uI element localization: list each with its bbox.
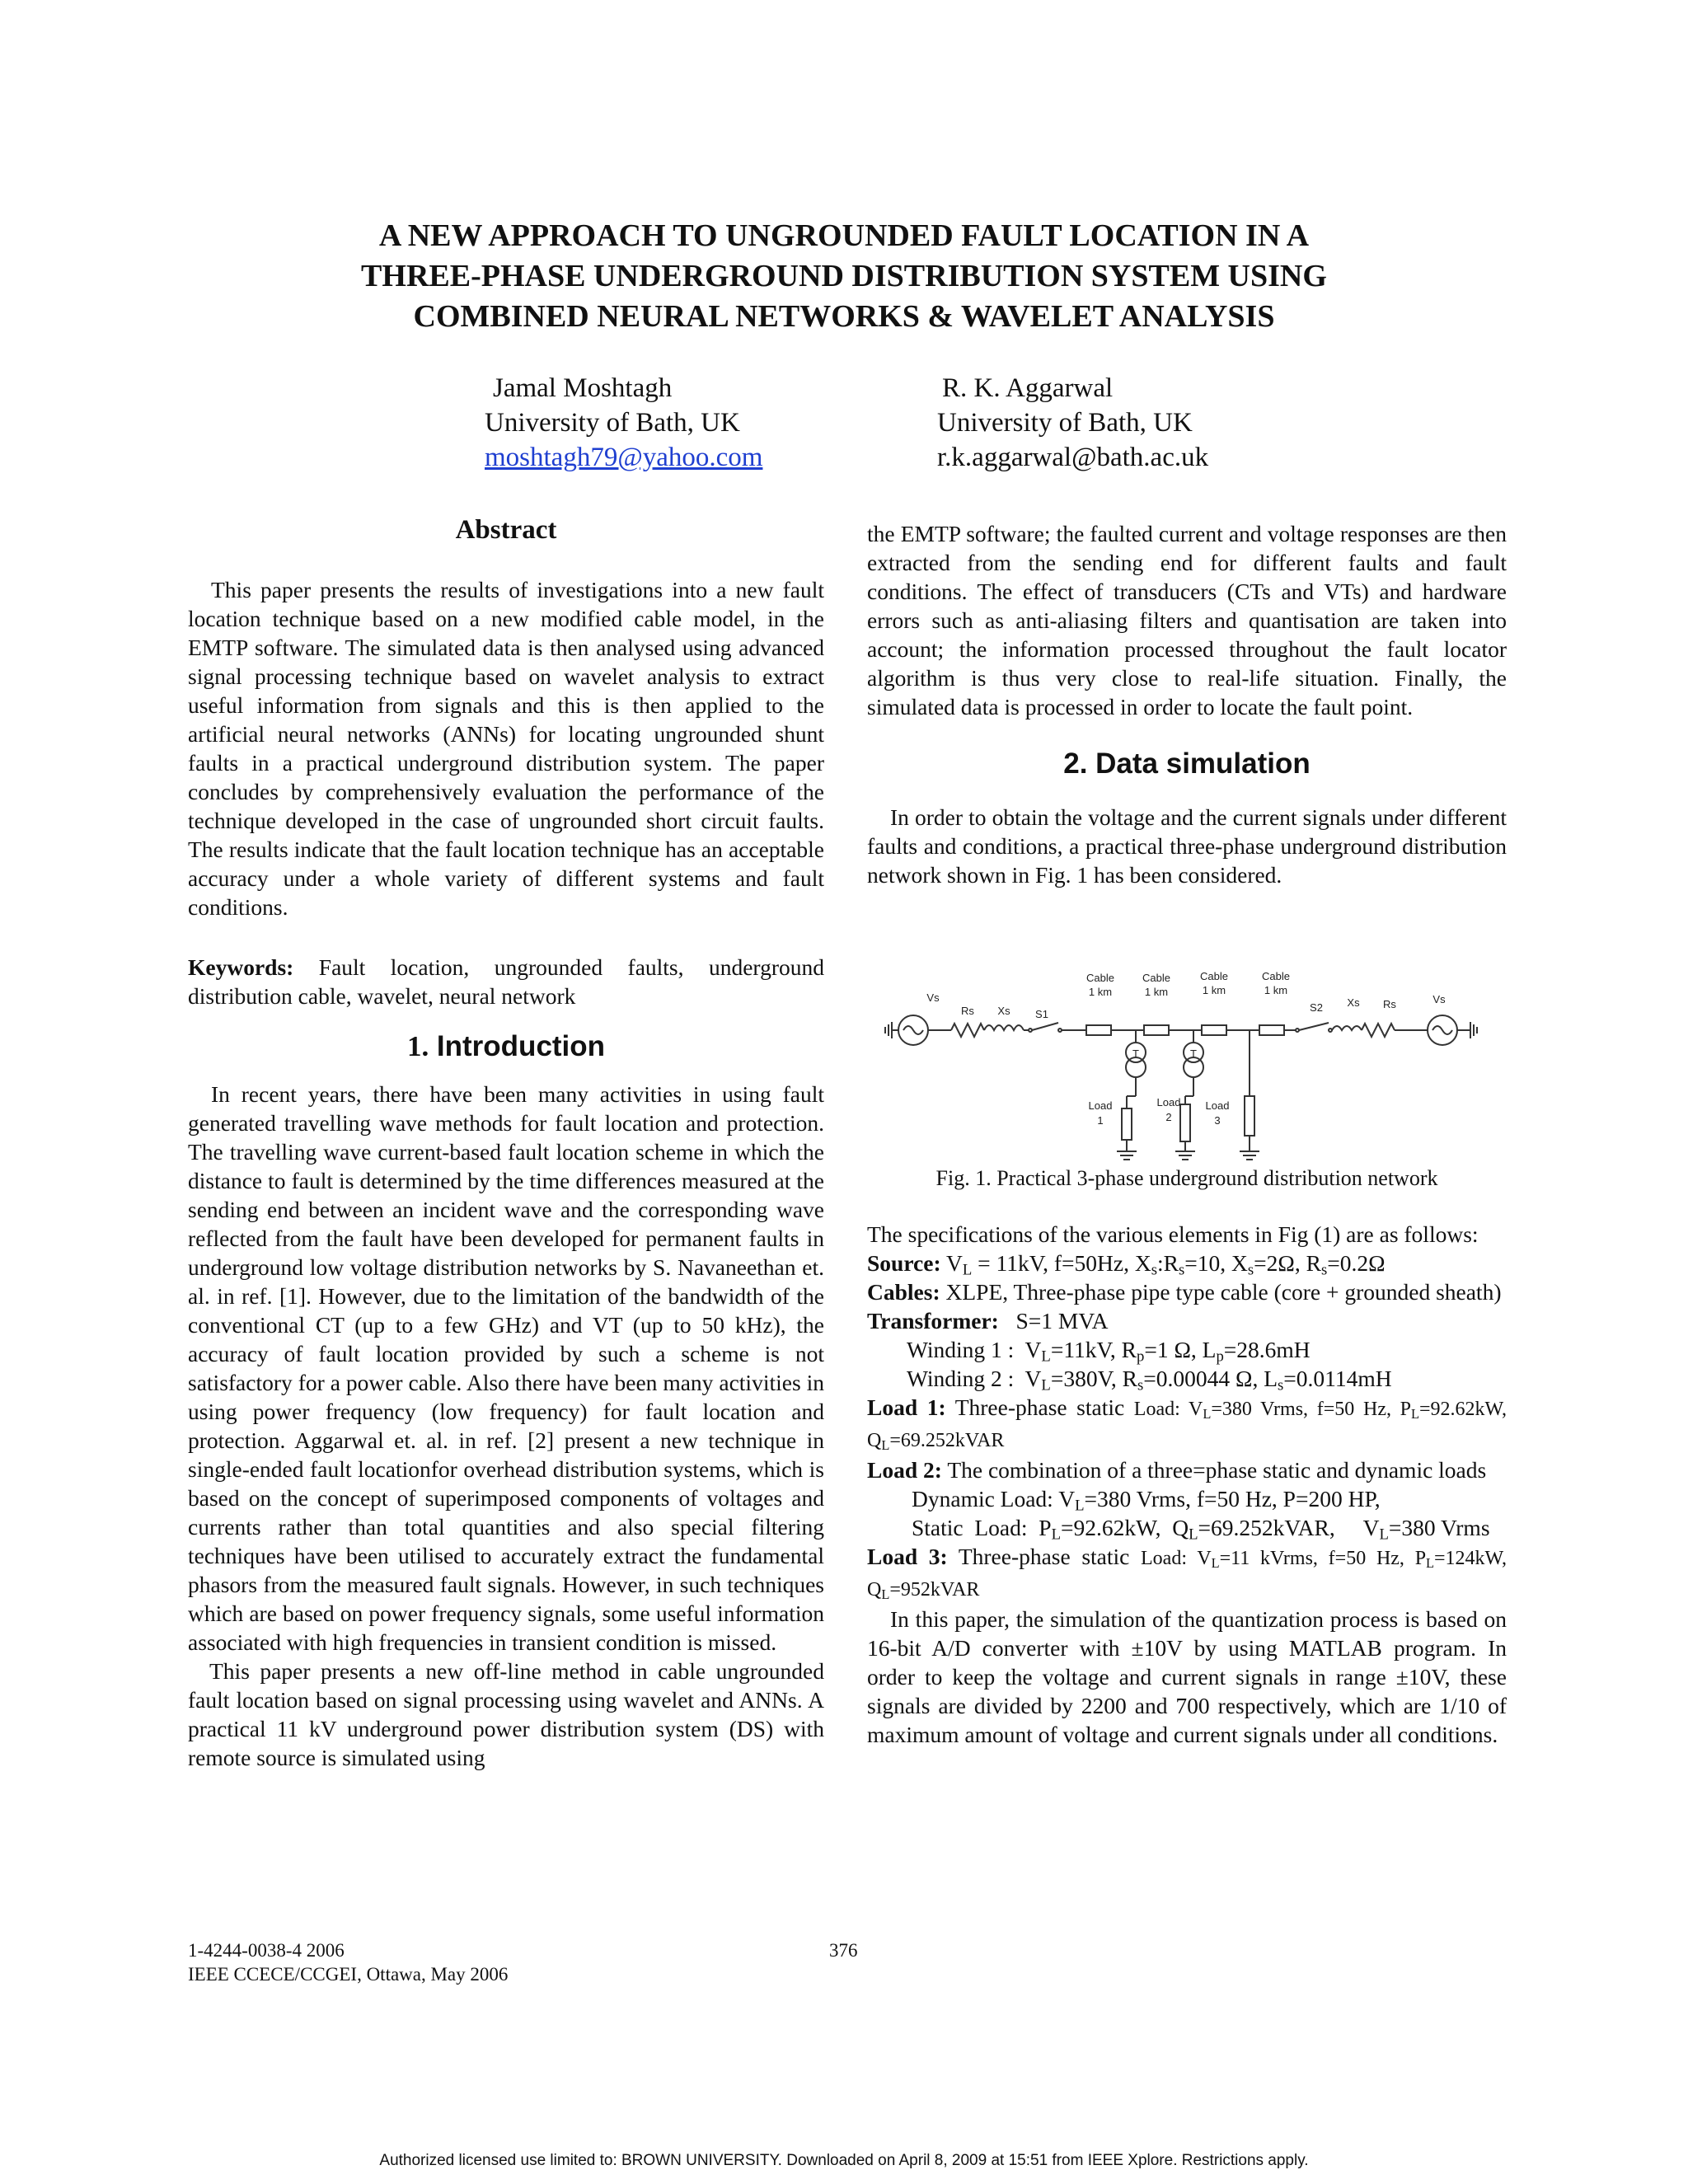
- footer-isbn: 1-4244-0038-4 2006: [188, 1940, 345, 1961]
- author-affiliation: University of Bath, UK: [937, 408, 1193, 438]
- author-email: r.k.aggarwal@bath.ac.uk: [937, 443, 1209, 472]
- cable-3-icon: [1202, 1025, 1226, 1035]
- label-rs-right: Rs: [1383, 998, 1396, 1010]
- label-cable-2: Cable: [1142, 972, 1170, 984]
- page-number: 376: [829, 1940, 858, 1961]
- label-cable-4-length: 1 km: [1264, 984, 1288, 996]
- distribution-network-diagram: [867, 960, 1507, 1166]
- spec-transformer-label: Transformer:: [867, 1308, 999, 1333]
- right-inductor-icon: [1332, 1026, 1362, 1030]
- introduction-paragraph-2: This paper presents a new off-line method in cable ungrounded fault location based on signal processing using wavelet and ANNs. A practical 11 kV underground power distribution system (DS) with remote source is simulated using: [188, 1658, 824, 1770]
- label-load-2-number: 2: [1165, 1111, 1172, 1123]
- spec-dynamic-load: Dynamic Load: $V_L=380$ Vrms, f=50 Hz, P=200 HP,: [912, 1486, 1381, 1515]
- label-load-1: Load: [1088, 1099, 1113, 1112]
- left-inductor-icon: [984, 1025, 1024, 1030]
- switch-s1-icon: [1029, 1023, 1062, 1032]
- introduction-heading: [188, 1032, 824, 1061]
- transformer-2-icon: [1175, 1030, 1203, 1160]
- spec-load-2: [867, 1455, 1507, 1484]
- label-transformer-1: T: [1132, 1047, 1139, 1060]
- label-load-2: Load: [1156, 1096, 1181, 1108]
- spec-cables-text: XLPE, Three-phase pipe type cable (core + grounded sheath): [945, 1279, 1502, 1305]
- closing-paragraph: In this paper, the simulation of the quantization process is based on 16-bit A/D converter with ±10V by using MATLAB program. In order to keep the voltage and current signals in range ±10V, these signals are divided by 2200 and 700 respectively, which are 1/10 of maximum amount of voltage and current signals under all conditions.: [867, 1606, 1507, 1747]
- keywords-text: Fault location, ungrounded faults, underground distribution cable, wavelet, neural network: [188, 954, 824, 1009]
- spec-static-load: Static Load: $P_L=92.62kW$, $Q_L=69.252kVAR$, $V_L=380$ Vrms: [912, 1515, 1490, 1544]
- cable-2-icon: [1144, 1025, 1169, 1035]
- title-line-3: COMBINED NEURAL NETWORKS & WAVELET ANALYSIS: [413, 299, 1275, 334]
- author-block-2: [937, 371, 1208, 475]
- label-xs-left: Xs: [997, 1005, 1010, 1017]
- cable-4-icon: [1259, 1025, 1284, 1035]
- data-simulation-heading: 2. Data simulation: [1063, 748, 1311, 780]
- label-cable-3: Cable: [1200, 970, 1228, 982]
- spec-load-1-label: Load 1:: [867, 1394, 946, 1420]
- left-resistor-icon: [951, 1024, 984, 1037]
- author-email-link[interactable]: moshtagh79@yahoo.com: [485, 443, 763, 472]
- spec-load-2-text: The combination of a three=phase static and dynamic loads: [947, 1457, 1487, 1483]
- spec-winding-1: Winding 1 : $V_L=11kV$, $R_p=1$ Ω, $L_p=28.6mH$: [907, 1337, 1311, 1366]
- cable-1-icon: [1086, 1025, 1111, 1035]
- label-load-3-number: 3: [1214, 1114, 1221, 1127]
- spec-source: Source: $V_L = 11kV$, f=50Hz, $X_s:R_s=10$, $X_s=2\Omega$, $R_s=0.2\Omega$: [867, 1250, 1386, 1279]
- paper-title: [0, 216, 1688, 337]
- spec-load-3: Load 3: Three-phase static Load: $V_L=11$ kVrms, f=50 Hz, $P_L=124kW$, $Q_L=952kVAR$: [867, 1544, 1507, 1603]
- author-name: Jamal Moshtagh: [493, 373, 673, 403]
- specs-intro: The specifications of the various elements in Fig (1) are as follows:: [867, 1221, 1479, 1247]
- label-cable-1-length: 1 km: [1088, 986, 1113, 998]
- spec-load-2-label: Load 2:: [867, 1457, 942, 1483]
- spec-load-3-label: Load 3:: [867, 1544, 948, 1569]
- title-line-1: A NEW APPROACH TO UNGROUNDED FAULT LOCATION IN A: [378, 218, 1310, 253]
- label-vs-left: Vs: [926, 991, 940, 1004]
- introduction-paragraph-2-continued: the EMTP software; the faulted current and voltage responses are then extracted from the sending end for different faults and fault conditions. The effect of transducers (CTs and VTs) and hardware errors such as anti-aliasing filters and quantisation are taken into account; the information processed throughout the fault locator algorithm is thus very close to real-life situation. Finally, the simulated data is processed in order to locate the fault point.: [867, 521, 1507, 719]
- label-cable-1: Cable: [1086, 972, 1114, 984]
- right-column: [867, 519, 1507, 889]
- label-xs-right: Xs: [1347, 996, 1360, 1009]
- transformer-1-icon: [1117, 1030, 1146, 1160]
- author-block-1: [485, 371, 762, 475]
- data-simulation-paragraph: In order to obtain the voltage and the current signals under different faults and conditions, a practical three-phase underground distribution network shown in Fig. 1 has been considered.: [867, 804, 1507, 888]
- label-vs-right: Vs: [1432, 993, 1446, 1005]
- figure-caption: Fig. 1. Practical 3-phase underground distribution network: [935, 1166, 1438, 1190]
- introduction-number: 1.: [406, 1030, 429, 1062]
- switch-s2-icon: [1296, 1023, 1332, 1032]
- spec-transformer: [867, 1306, 1507, 1335]
- right-ground-symbol: [1457, 1022, 1477, 1038]
- label-transformer-2: T: [1190, 1047, 1197, 1060]
- keywords: [188, 953, 824, 1010]
- footer-left: [188, 1938, 508, 1986]
- author-affiliation: University of Bath, UK: [485, 408, 740, 438]
- label-cable-4: Cable: [1262, 970, 1290, 982]
- spec-load-1: Load 1: Three-phase static Load: $V_L=380$ Vrms, f=50 Hz, $P_L=92.62kW$, $Q_L=69.252kVAR$: [867, 1394, 1507, 1454]
- label-load-1-number: 1: [1097, 1114, 1104, 1127]
- abstract-heading: Abstract: [455, 515, 557, 545]
- spec-winding-2: Winding 2 : $V_L=380V$, $R_s=0.00044$ Ω, $L_s=0.0114mH$: [907, 1366, 1392, 1394]
- left-ground-symbol: [885, 1022, 898, 1038]
- label-s2: S2: [1310, 1001, 1323, 1014]
- left-column: [188, 516, 824, 1772]
- label-cable-3-length: 1 km: [1202, 984, 1226, 996]
- label-cable-2-length: 1 km: [1144, 986, 1169, 998]
- author-name: R. K. Aggarwal: [942, 373, 1114, 403]
- spec-source-label: Source:: [867, 1250, 941, 1276]
- introduction-title: Introduction: [436, 1030, 606, 1062]
- abstract-text: This paper presents the results of investigations into a new fault location technique based on a new modified cable model, in the EMTP software. The simulated data is then analysed using advanced signal processing technique based on wavelet analysis to extract useful information from signals and this is then applied to the artificial neural networks (ANNs) for locating ungrounded shunt faults in a practical underground distribution system. The paper concludes by comprehensively evaluation the performance of the technique developed in the case of ungrounded short circuit faults. The results indicate that the fault location technique has an acceptable accuracy under a whole variety of different systems and fault conditions.: [188, 577, 824, 920]
- right-resistor-icon: [1362, 1024, 1395, 1037]
- authorized-use-notice: Authorized licensed use limited to: BROWN UNIVERSITY. Downloaded on April 8, 2009 at 15:51 from IEEE Xplore. Restrictions apply.: [379, 2152, 1309, 2169]
- spec-transformer-text: S=1 MVA: [1015, 1308, 1109, 1333]
- introduction-paragraph-1: In recent years, there have been many activities in using fault generated travelling wave methods for fault location and protection. The travelling wave current-based fault location scheme in which the distance to fault is determined by the time differences measured at the sending end between an incident wave and the corresponding wave reflected from the fault have been developed for permanent faults in underground low voltage distribution networks by S. Navaneethan et. al. in ref. [1]. However, due to the limitation of the bandwidth of the conventional CT (up to a few GHz) and VT (up to 50 kHz), the accuracy of fault location provided by such a scheme is not satisfactory for a power cable. Also there have been many activities in using power frequency (low frequency) for fault location and protection. Aggarwal et. al. in ref. [2] present a new technique in single-ended fault locationfor overhead distribution systems, which is based on the concept of superimposed components of voltages and currents rather than total quantities and also special filtering techniques have been utilised to accurately extract the fundamental phasors from the measured fault signals. However, in such techniques which are based on power frequency signals, some useful information associated with high frequencies in transient condition is missed.: [188, 1081, 824, 1655]
- footer-conference: IEEE CCECE/CCGEI, Ottawa, May 2006: [188, 1964, 509, 1985]
- load-3-icon: [1240, 1030, 1259, 1160]
- label-s1: S1: [1035, 1008, 1048, 1020]
- keywords-label: Keywords:: [188, 954, 294, 980]
- spec-cables: [867, 1277, 1507, 1306]
- spec-cables-label: Cables:: [867, 1279, 940, 1305]
- specifications: [867, 1220, 1507, 1749]
- label-rs-left: Rs: [961, 1005, 974, 1017]
- title-line-2: THREE-PHASE UNDERGROUND DISTRIBUTION SYSTEM USING: [361, 259, 1327, 293]
- label-load-3: Load: [1205, 1099, 1230, 1112]
